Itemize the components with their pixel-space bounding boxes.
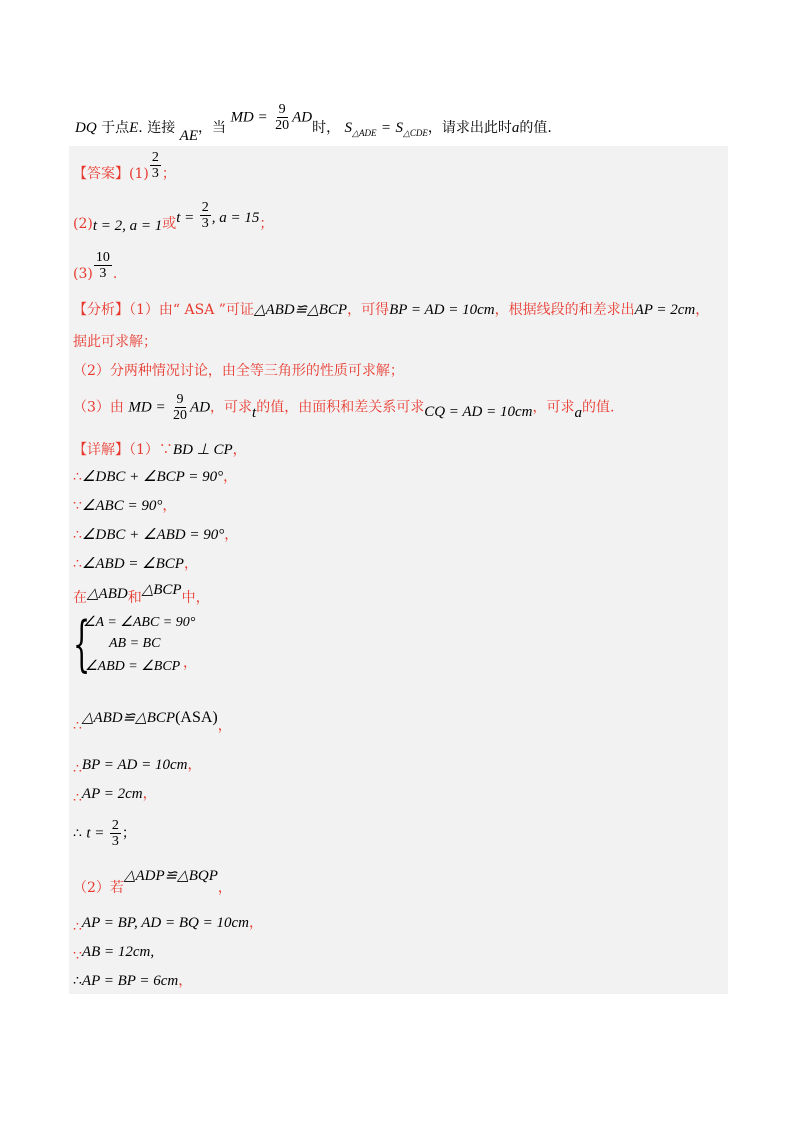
answer-item2-suffix: ；	[259, 215, 274, 232]
analysis-l3: （2）分两种情况讨论，由全等三角形的性质可求解；	[73, 363, 404, 379]
text-yu-dian: 于点	[101, 119, 130, 136]
answer-item3-fraction: $\frac{10}{3}$	[95, 250, 110, 281]
detail-l7-therefore: ∴	[73, 718, 82, 734]
detail-l7-asa: (ASA)	[175, 709, 218, 726]
analysis-l1-eq: BP = AD = 10cm	[389, 302, 495, 318]
detail-l10-c: ；	[121, 825, 136, 842]
detail-l2-eq: ∠DBC + ∠BCP = 90°	[81, 469, 224, 485]
detail-l6-zhong: 中，	[181, 590, 210, 606]
left-brace: {	[73, 609, 91, 679]
detail-l6-he: 和	[127, 590, 142, 606]
detail-l12-c: ，	[248, 915, 263, 931]
detail-l6-tri-abd: △ABD	[87, 586, 128, 602]
text-dezhi: 的值.	[519, 119, 552, 136]
detail-line-9	[73, 784, 157, 804]
analysis-l4-f: 的值，由面积和差关系可求	[256, 399, 425, 416]
detail-l11-ruo: （2）若	[73, 880, 124, 896]
detail-l6-tri-bcp: △BCP	[141, 582, 182, 598]
analysis-l4-md: MD =	[128, 399, 166, 416]
analysis-l4-t: t	[252, 404, 257, 421]
detail-l13-eq: AB = 12cm,	[81, 944, 155, 960]
text-shi: 时，	[312, 119, 341, 136]
analysis-line-2	[73, 332, 157, 352]
detail-l4-therefore: ∴	[73, 527, 82, 543]
detail-l1-c: ，	[232, 442, 247, 458]
detail-l10-fraction: $\frac{2}{3}$	[111, 818, 119, 849]
detail-label: 【详解】	[73, 442, 129, 458]
detail-l14-therefore: ∴	[73, 973, 82, 989]
detail-l7-congruence: △ABD≌△BCP	[81, 710, 176, 726]
analysis-l2: 据此可求解；	[73, 334, 157, 350]
detail-l9-c: ，	[142, 786, 157, 802]
analysis-l4-j: 的值.	[582, 399, 615, 416]
text-dang: ，当	[197, 119, 226, 136]
answer-line-3	[73, 250, 117, 281]
detail-line-5	[73, 554, 198, 574]
analysis-l4-cq: CQ = AD = 10cm	[424, 403, 533, 420]
detail-l5-c: ，	[183, 556, 198, 572]
detail-line-8	[73, 755, 201, 775]
detail-l8-therefore: ∴	[73, 761, 82, 777]
detail-l14-eq: AP = BP = 6cm	[81, 973, 179, 989]
analysis-l4-a-var: a	[574, 404, 582, 421]
analysis-l1-ap: AP = 2cm	[634, 302, 696, 318]
fraction-9-20: $\frac{9}{20}$	[275, 102, 290, 133]
detail-line-4	[73, 525, 238, 545]
answer-item3-prefix: (3)	[73, 265, 93, 282]
detail-l6-a: 在	[73, 590, 87, 606]
detail-l2-c: ，	[223, 469, 238, 485]
detail-line-1	[73, 440, 247, 460]
detail-l8-eq: BP = AD = 10cm	[81, 757, 188, 773]
detail-line-13	[73, 942, 154, 962]
detail-l9-eq: AP = 2cm	[81, 786, 143, 802]
answer-item3-suffix: .	[112, 265, 118, 282]
detail-l10-t: t =	[86, 825, 105, 842]
system-row-2: AB = BC	[109, 636, 161, 651]
answer-item1-prefix: (1)	[129, 165, 149, 182]
answer-line-2	[73, 200, 274, 234]
analysis-line-3	[73, 361, 404, 381]
answer-label: 【答案】	[73, 165, 129, 182]
detail-line-10	[73, 818, 136, 849]
point-e: E	[129, 119, 139, 136]
analysis-l4-a: （3）由	[73, 399, 124, 416]
detail-line-14	[73, 971, 192, 991]
answer-item2-fraction: $\frac{2}{3}$	[201, 200, 209, 231]
area-eq: =	[380, 119, 392, 136]
answer-item2-t: t =	[176, 209, 195, 226]
detail-l2-therefore: ∴	[73, 469, 82, 485]
detail-l3-because: ∵	[73, 498, 82, 514]
detail-l12-therefore: ∴	[73, 919, 82, 935]
answer-item2-or: 或	[162, 215, 177, 232]
answer-item1-suffix: ；	[161, 165, 176, 182]
detail-line-11	[73, 866, 232, 896]
analysis-l4-h: ，可求	[532, 399, 575, 416]
area-cde: $S_{\triangle CDE}$	[395, 119, 428, 138]
detail-l8-c: ，	[187, 757, 202, 773]
congruence-system	[73, 609, 213, 679]
analysis-l4-d: ，可求	[210, 399, 253, 416]
analysis-l1-g: ，	[695, 302, 710, 318]
var-a: a	[511, 119, 520, 136]
analysis-l1-congruence: △ABD≌△BCP	[253, 302, 348, 318]
detail-l4-c: ，	[224, 527, 239, 543]
detail-l12-eq: AP = BP, AD = BQ = 10cm	[81, 915, 249, 931]
segment-dq: DQ	[75, 119, 97, 136]
analysis-l4-fraction: $\frac{9}{20}$	[173, 392, 188, 423]
detail-l5-therefore: ∴	[73, 556, 82, 572]
detail-l14-c: ，	[178, 973, 193, 989]
detail-l11-congruence: △ADP≌△BQP	[123, 868, 218, 884]
system-row-1: ∠A = ∠ABC = 90°	[83, 615, 196, 630]
analysis-line-1	[73, 300, 709, 320]
detail-line-6	[73, 584, 210, 604]
analysis-l1-e: ，根据线段的和差求出	[494, 302, 635, 318]
answer-line-1	[73, 150, 176, 181]
system-row-3: ∠ABD = ∠BCP	[85, 659, 181, 674]
system-comma: ，	[183, 655, 197, 671]
detail-l1-a: （1）∵	[129, 442, 173, 458]
question-tail-line	[75, 102, 552, 144]
detail-line-12	[73, 913, 263, 933]
detail-l13-because: ∵	[73, 948, 82, 964]
detail-l3-eq: ∠ABC = 90°	[81, 498, 163, 514]
analysis-l1-a: （1）由“ ASA ”可证	[129, 302, 254, 318]
detail-l3-c: ，	[162, 498, 177, 514]
answer-item2-prefix: (2)	[73, 215, 93, 232]
area-ade: $S_{\triangle ADE}$	[344, 119, 377, 138]
detail-line-2	[73, 467, 237, 487]
analysis-l4-ad: AD	[190, 399, 211, 416]
md-lhs: MD =	[230, 109, 268, 126]
detail-l11-c: ，	[217, 880, 232, 896]
answer-item1-fraction: $\frac{2}{3}$	[151, 150, 159, 181]
detail-line-3	[73, 496, 176, 516]
answer-item2-a: , a = 15	[211, 209, 260, 226]
detail-l9-therefore: ∴	[73, 790, 82, 806]
analysis-line-4	[73, 392, 614, 423]
text-qingqiu: ，请求出此时	[427, 119, 512, 136]
detail-l4-eq: ∠DBC + ∠ABD = 90°	[81, 527, 225, 543]
md-rhs: AD	[292, 109, 313, 126]
analysis-label: 【分析】	[73, 302, 129, 318]
detail-l7-d: ，	[217, 718, 232, 734]
detail-l10-therefore: ∴	[73, 825, 82, 842]
analysis-l1-c: ，可得	[347, 302, 390, 318]
answer-item2-expr1: t = 2, a = 1	[92, 217, 163, 234]
detail-l5-eq: ∠ABD = ∠BCP	[81, 556, 184, 572]
segment-ae: AE	[179, 127, 198, 144]
detail-line-7	[73, 708, 232, 734]
text-lianjie: . 连接	[138, 119, 176, 136]
detail-l1-perp: BD ⊥ CP	[172, 442, 233, 458]
